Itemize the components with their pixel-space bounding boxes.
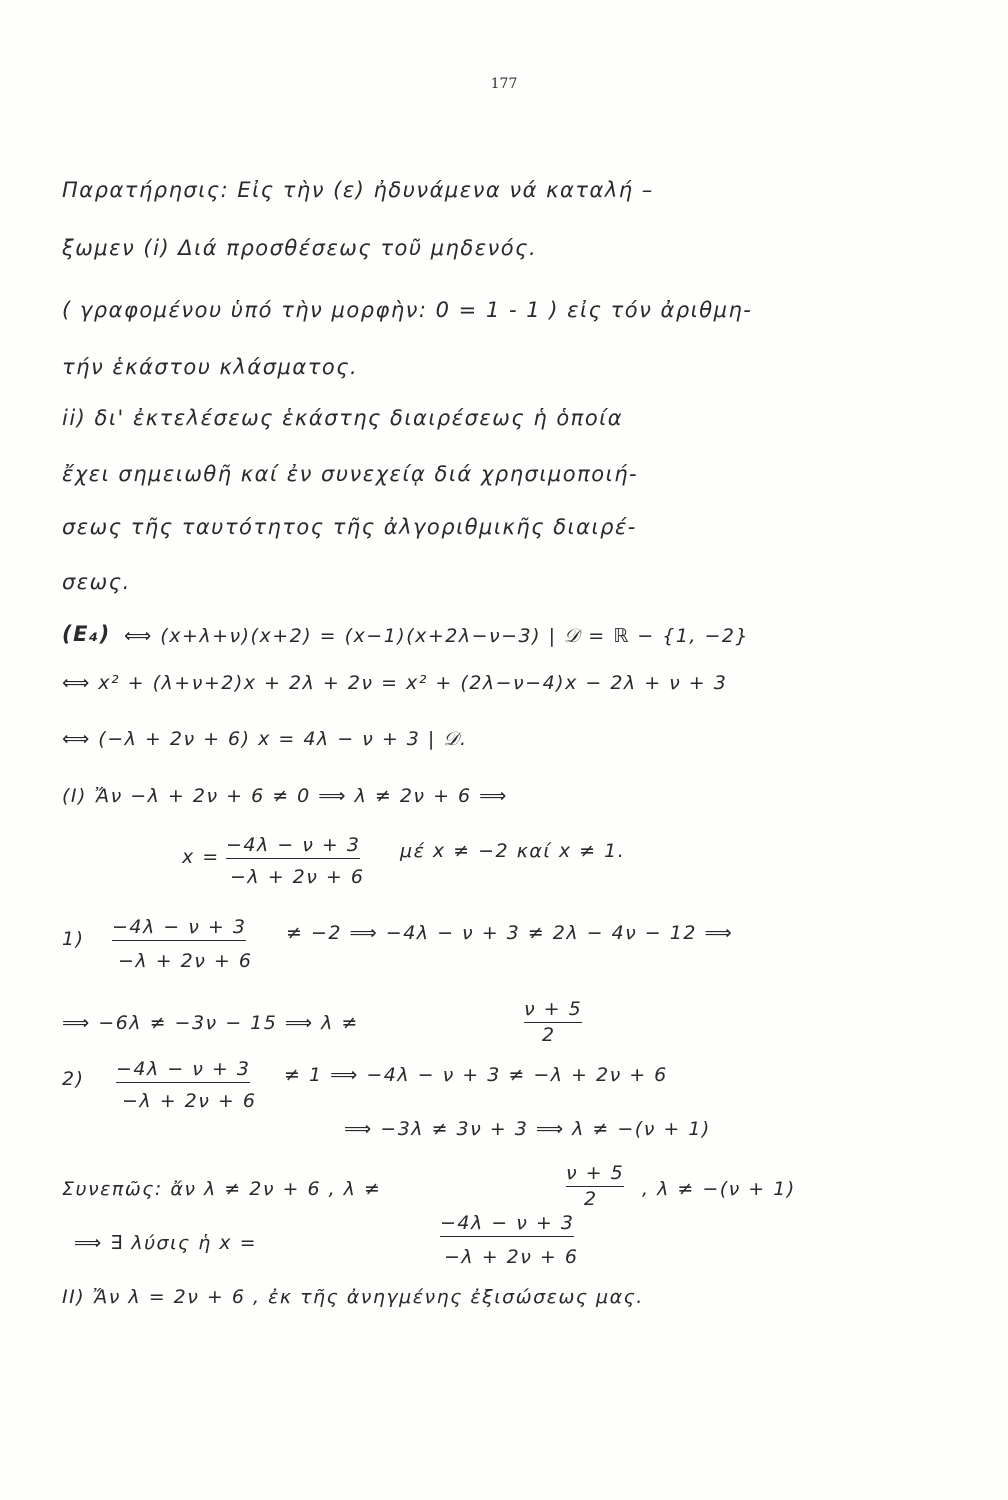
remark-line-7: σεως τῆς ταυτότητος τῆς ἀλγοριθμικῆς διαιρέ-	[62, 515, 637, 539]
conclusion-fraction-numerator: ν + 5	[566, 1162, 624, 1187]
remark-line-5: ii) δι' ἐκτελέσεως ἑκάστης διαιρέσεως ἡ ὁποία	[62, 406, 624, 430]
existence-denominator: −λ + 2ν + 6	[444, 1246, 579, 1268]
equation-e4: ⟺ (x+λ+ν)(x+2) = (x−1)(x+2λ−ν−3) | 𝒟 = ℝ − {1, −2}	[124, 625, 750, 647]
remark-line-6: ἔχει σημειωθῆ καί ἐν συνεχείᾳ διά χρησιμοποιή-	[62, 462, 639, 486]
item-one-derivation: ≠ −2 ⟹ −4λ − ν + 3 ≠ 2λ − 4ν − 12 ⟹	[286, 922, 734, 944]
case-one-condition: (I) Ἄν −λ + 2ν + 6 ≠ 0 ⟹ λ ≠ 2ν + 6 ⟹	[62, 785, 508, 807]
case-two-condition: II) Ἄν λ = 2ν + 6 , ἐκ τῆς ἀνηγμένης ἐξισώσεως μας.	[62, 1286, 644, 1308]
remark-line-8: σεως.	[62, 570, 131, 594]
existence-numerator: −4λ − ν + 3	[440, 1212, 574, 1237]
item-one-fraction-numerator: ν + 5	[524, 998, 582, 1023]
remark-line-4: τήν ἑκάστου κλάσματος.	[62, 355, 359, 379]
equation-label: (E₄)	[62, 622, 111, 646]
conclusion-fraction-denominator: 2	[584, 1188, 598, 1210]
existence-statement: ⟹ ∃ λύσις ἡ x =	[74, 1232, 258, 1254]
solution-denominator: −λ + 2ν + 6	[230, 866, 365, 888]
item-two-denominator: −λ + 2ν + 6	[122, 1090, 257, 1112]
item-one-fraction-denominator: 2	[542, 1024, 556, 1046]
item-one-numerator: −4λ − ν + 3	[112, 916, 246, 941]
remark-line-2: ξωμεν (i) Διά προσθέσεως τοῦ μηδενός.	[62, 236, 538, 260]
conclusion-end: , λ ≠ −(ν + 1)	[642, 1178, 796, 1200]
solution-numerator: −4λ − ν + 3	[226, 834, 360, 859]
remark-line-3: ( γραφομένου ὑπό τὴν μορφὴν: 0 = 1 - 1 ) εἰς τόν ἀριθμη-	[62, 298, 753, 322]
item-two-derivation: ≠ 1 ⟹ −4λ − ν + 3 ≠ −λ + 2ν + 6	[284, 1064, 668, 1086]
equation-expanded: ⟺ x² + (λ+ν+2)x + 2λ + 2ν = x² + (2λ−ν−4)x − 2λ + ν + 3	[62, 672, 728, 694]
remark-line-1: Παρατήρησις: Εἰς τὴν (ε) ἠδυνάμενα νά καταλή –	[62, 178, 654, 202]
item-two-continuation: ⟹ −3λ ≠ 3ν + 3 ⟹ λ ≠ −(ν + 1)	[344, 1118, 711, 1140]
solution-conditions: μέ x ≠ −2 καί x ≠ 1.	[400, 840, 626, 862]
solution-x-label: x =	[182, 846, 220, 868]
item-two-label: 2)	[62, 1068, 85, 1090]
equation-simplified: ⟺ (−λ + 2ν + 6) x = 4λ − ν + 3 | 𝒟.	[62, 728, 468, 750]
page-number: 177	[490, 76, 518, 92]
item-one-label: 1)	[62, 928, 85, 950]
item-one-denominator: −λ + 2ν + 6	[118, 950, 253, 972]
conclusion-start: Συνεπῶς: ἄν λ ≠ 2ν + 6 , λ ≠	[62, 1178, 382, 1200]
item-two-numerator: −4λ − ν + 3	[116, 1058, 250, 1083]
item-one-continuation: ⟹ −6λ ≠ −3ν − 15 ⟹ λ ≠	[62, 1012, 359, 1034]
